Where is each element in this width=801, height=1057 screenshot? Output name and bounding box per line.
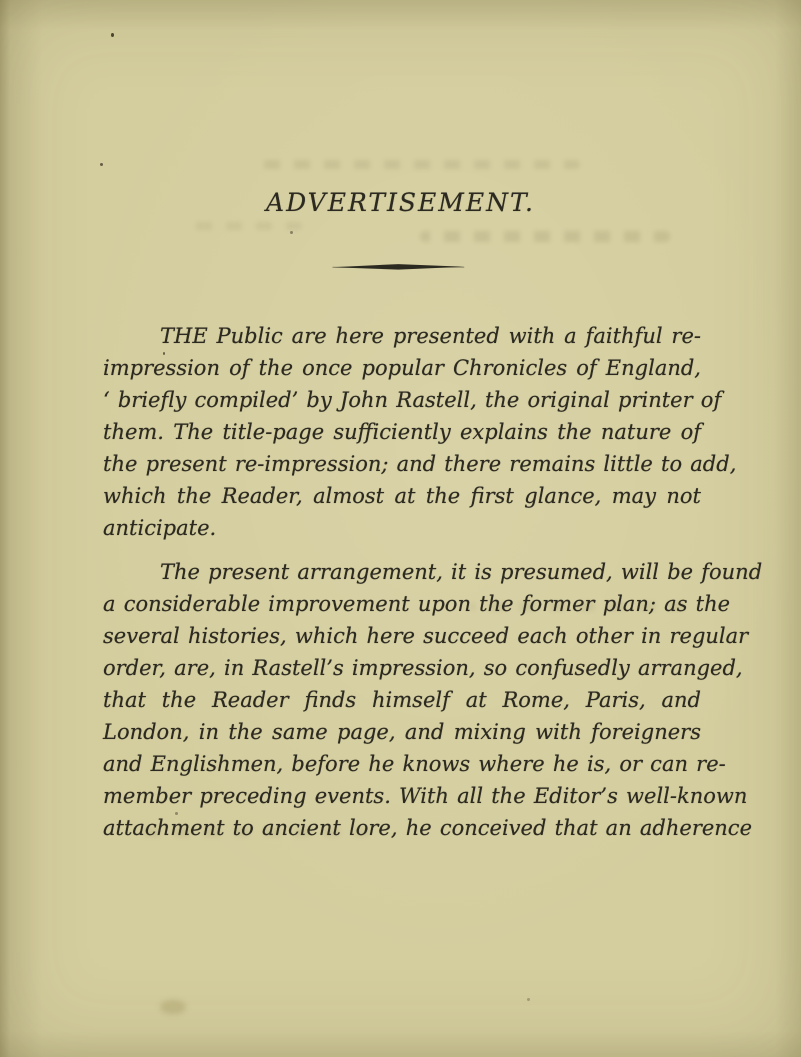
paragraph-1 [103,320,737,544]
text-line: ‘ briefly compiled’ by John Rastell, the original printer of [103,388,722,412]
paper-speck [111,33,114,37]
swelled-rule-ornament [332,263,464,271]
show-through-ghost-text [182,222,302,230]
text-line: that the Reader finds himself at Rome, Paris, and [103,688,701,712]
text-line: a considerable improvement upon the former plan; as the [103,592,731,616]
paper-stain [160,1000,186,1014]
show-through-ghost-text [250,160,580,169]
text-line: several histories, which here succeed each other in regular [103,624,749,648]
text-line: which the Reader, almost at the first glance, may not [103,484,701,508]
paragraph-2 [103,556,763,844]
text-line: anticipate. [103,516,217,540]
paper-speck [290,231,293,234]
text-line: London, in the same page, and mixing with foreigners [103,720,701,744]
advertisement-text [103,320,763,844]
paper-speck [100,163,103,166]
text-line: The present arrangement, it is presumed, will be found [160,560,763,584]
text-line: the present re-impression; and there remains little to add, [103,452,737,476]
text-line: and Englishmen, before he knows where he is, or can re- [103,752,726,776]
text-line: them. The title-page sufficiently explains the nature of [103,420,701,444]
text-line: member preceding events. With all the Editor’s well-known [103,784,748,808]
page-title: ADVERTISEMENT. [266,188,535,217]
text-line: impression of the once popular Chronicles of England, [103,356,701,380]
text-line: attachment to ancient lore, he conceived that an adherence [103,816,752,840]
text-line: THE Public are here presented with a faithful re- [160,324,701,348]
paper-speck [527,998,530,1001]
text-line: order, are, in Rastell’s impression, so confusedly arranged, [103,656,743,680]
show-through-ghost-text [420,231,670,242]
